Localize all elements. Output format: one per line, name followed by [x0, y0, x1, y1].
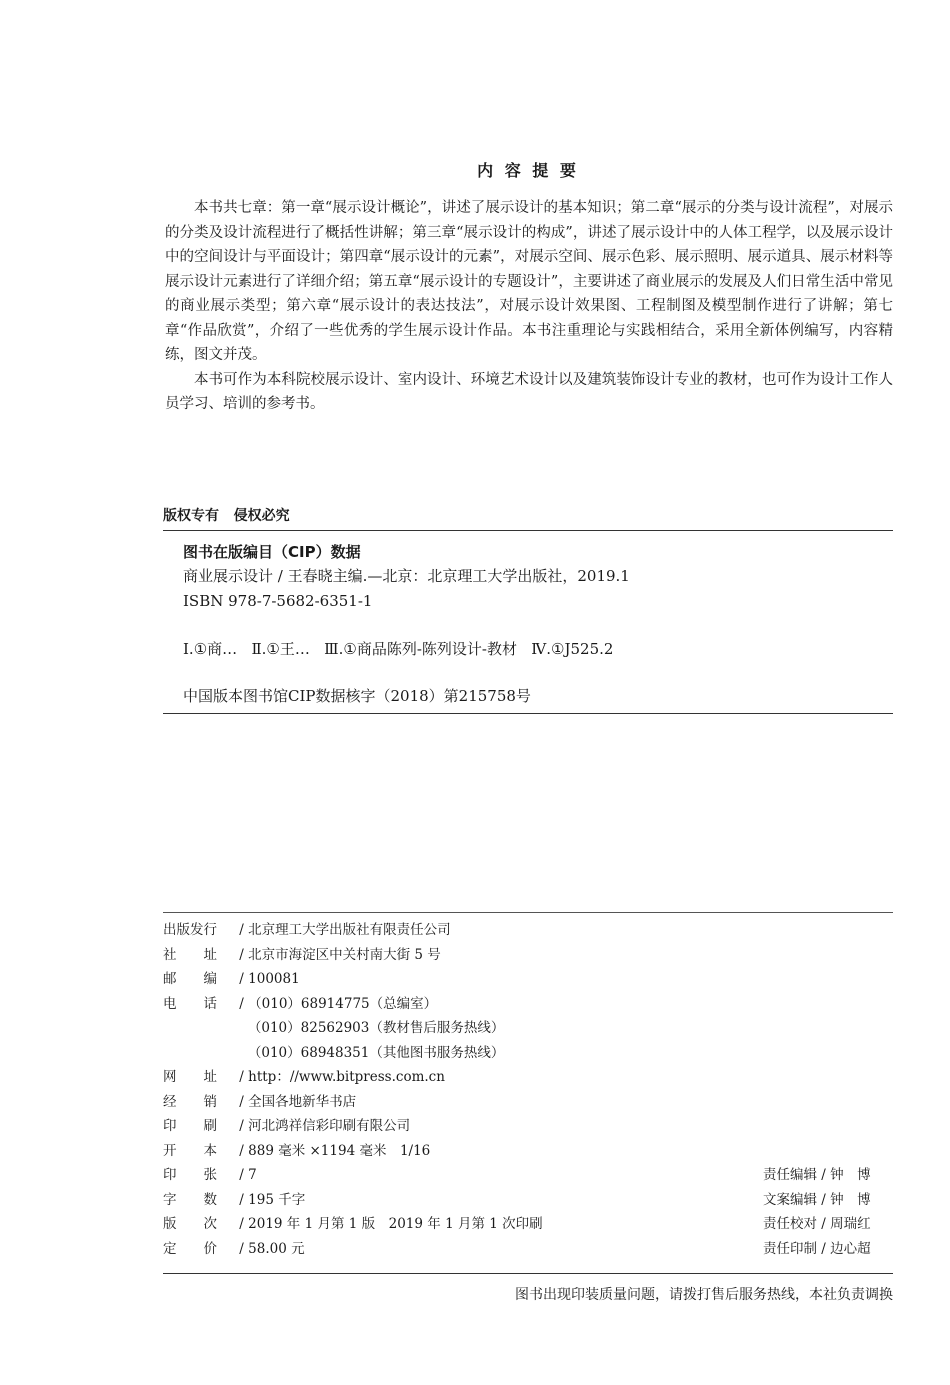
editor-credit: 责任校对 / 周瑞红	[763, 1216, 871, 1232]
quality-notice: 图书出现印装质量问题，请拨打售后服务热线，本社负责调换	[515, 1287, 893, 1303]
summary-title: 内 容 提 要	[477, 161, 579, 180]
editor-credit: 文案编辑 / 钟 博	[763, 1191, 871, 1208]
pub-row: （010）68948351（其他图书服务热线）	[247, 1044, 505, 1061]
divider	[163, 912, 893, 913]
pub-row: 印 张 / 7	[163, 1167, 257, 1183]
editor-credit: 责任印制 / 边心超	[763, 1240, 871, 1257]
cip-title: 图书在版编目（CIP）数据	[183, 543, 361, 561]
pub-row: 开 本 / 889 毫米 ×1194 毫米 1/16	[163, 1142, 431, 1159]
cip-isbn: ISBN 978-7-5682-6351-1	[183, 592, 373, 610]
pub-row: 定 价 / 58.00 元	[163, 1240, 305, 1257]
summary-text	[165, 196, 893, 417]
cip-classification: Ⅰ.①商… Ⅱ.①王… Ⅲ.①商品陈列-陈列设计-教材 Ⅳ.①J525.2	[183, 640, 614, 658]
divider	[163, 713, 893, 714]
summary-paragraph: 本书可作为本科院校展示设计、室内设计、环境艺术设计以及建筑装饰设计专业的教材，也可作为设计工作人员学习、培训的参考书。	[165, 371, 893, 412]
pub-row: （010）82562903（教材售后服务热线）	[247, 1020, 505, 1036]
pub-row: 网 址 / http：//www.bitpress.com.cn	[163, 1069, 445, 1085]
editor-credit: 责任编辑 / 钟 博	[763, 1167, 871, 1183]
divider	[163, 1273, 893, 1274]
cip-bibliographic-line: 商业展示设计 / 王春晓主编.—北京：北京理工大学出版社，2019.1	[183, 567, 630, 585]
pub-row: 经 销 / 全国各地新华书店	[163, 1093, 357, 1110]
divider	[163, 530, 893, 531]
summary-paragraph: 本书共七章：第一章“展示设计概论”，讲述了展示设计的基本知识；第二章“展示的分类与设计流程”，对展示的分类及设计流程进行了概括性讲解；第三章“展示设计的构成”，讲述了展示设计中的人体工程学，以及展示设计中的空间设计与平面设计；第四章“展示设计的元素”，对展示空间、展示色彩、展示照明、展示道具、展示材料等展示设计元素进行了详细介绍；第五章“展示设计的专题设计”，主要讲述了商业展示的发展及人们日常生活中常见的商业展示类型；第六章“展示设计的表达技法”，对展示设计效果图、工程制图及模型制作进行了讲解；第七章“作品欣赏”，介绍了一些优秀的学生展示设计作品。本书注重理论与实践相结合，采用全新体例编写，内容精练，图文并茂。	[165, 200, 893, 363]
pub-row: 印 刷 / 河北鸿祥信彩印刷有限公司	[163, 1118, 411, 1134]
pub-row: 字 数 / 195 千字	[163, 1191, 306, 1208]
cip-verification: 中国版本图书馆CIP数据核字（2018）第215758号	[183, 687, 531, 705]
pub-row: 邮 编 / 100081	[163, 971, 300, 987]
pub-row: 电 话 / （010）68914775（总编室）	[163, 995, 438, 1012]
copyright-notice: 版权专有 侵权必究	[163, 508, 290, 524]
pub-row: 版 次 / 2019 年 1 月第 1 版 2019 年 1 月第 1 次印刷	[163, 1216, 543, 1232]
pub-row: 社 址 / 北京市海淀区中关村南大街 5 号	[163, 946, 441, 963]
pub-row: 出版发行 / 北京理工大学出版社有限责任公司	[163, 922, 451, 938]
